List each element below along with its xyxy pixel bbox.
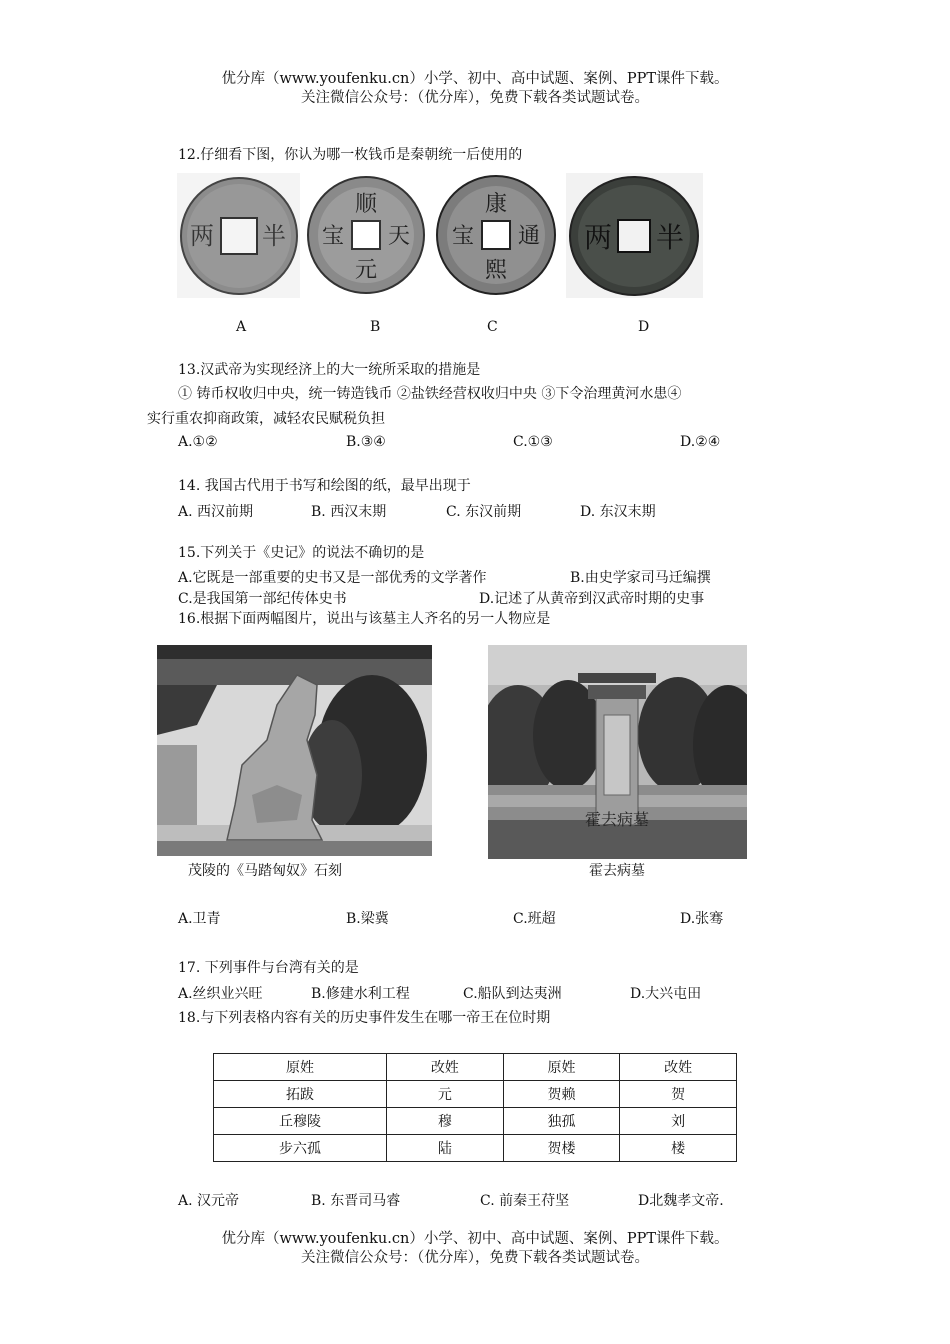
q13-option-c: C.①③ — [513, 434, 553, 450]
coin-image-d — [566, 173, 703, 298]
tomb-inscription: 霍去病墓 — [584, 810, 650, 829]
q18-option-b: B. 东晋司马睿 — [311, 1193, 401, 1209]
coin-d-char-right: 半 — [655, 221, 685, 254]
caption-tomb: 霍去病墓 — [589, 863, 645, 879]
table-cell: 刘 — [620, 1108, 737, 1135]
table-header-row — [214, 1054, 737, 1081]
q14-option-b: B. 西汉末期 — [311, 504, 387, 520]
q13-option-b: B.③④ — [346, 434, 386, 450]
table-cell: 丘穆陵 — [214, 1108, 387, 1135]
q13-line-2: 实行重农抑商政策，减轻农民赋税负担 — [147, 411, 385, 427]
coin-a-char-left: 两 — [190, 222, 214, 250]
q15-stem: 15.下列关于《史记》的说法不确切的是 — [178, 545, 425, 561]
q16-option-a: A.卫青 — [178, 911, 221, 927]
q16-option-c: C.班超 — [513, 911, 556, 927]
q13-line-1: ① 铸币权收归中央，统一铸造钱币 ②盐铁经营权收归中央 ③下令治理黄河水患④ — [178, 386, 682, 402]
table-cell: 贺楼 — [503, 1135, 620, 1162]
q13-option-d: D.②④ — [680, 434, 721, 450]
coin-c-char-left: 宝 — [451, 224, 475, 249]
table-cell: 拓跋 — [214, 1081, 387, 1108]
coin-b-char-top: 顺 — [354, 192, 378, 217]
table-cell: 楼 — [620, 1135, 737, 1162]
q17-option-a: A.丝织业兴旺 — [178, 986, 263, 1002]
q15-option-b: B.由史学家司马迁编撰 — [570, 570, 711, 586]
table-header-cell: 改姓 — [620, 1054, 737, 1081]
photo-tomb — [488, 645, 747, 859]
q18-stem: 18.与下列表格内容有关的历史事件发生在哪一帝王在位时期 — [178, 1010, 551, 1026]
q18-option-d: D北魏孝文帝. — [638, 1193, 724, 1209]
q13-option-a: A.①② — [178, 434, 218, 450]
q15-option-c: C.是我国第一部纪传体史书 — [178, 591, 347, 607]
coin-b-char-right: 天 — [387, 224, 411, 249]
q15-option-a: A.它既是一部重要的史书又是一部优秀的文学著作 — [178, 570, 487, 586]
coin-d-char-left: 两 — [583, 221, 613, 254]
q16-stem: 16.根据下面两幅图片，说出与该墓主人齐名的另一人物应是 — [178, 611, 551, 627]
table-cell: 穆 — [386, 1108, 503, 1135]
coin-a-char-right: 半 — [262, 222, 286, 250]
coin-c-char-right: 通 — [517, 224, 541, 249]
coin-label-c: C — [487, 319, 498, 335]
coin-image-c — [431, 173, 562, 298]
q14-stem: 14. 我国古代用于书写和绘图的纸，最早出现于 — [178, 478, 471, 494]
q17-option-b: B.修建水利工程 — [311, 986, 410, 1002]
footer-line-1: 优分库（www.youfenku.cn）小学、初中、高中试题、案例、PPT课件下载。 — [221, 1231, 729, 1247]
q14-option-a: A. 西汉前期 — [178, 504, 254, 520]
table-row — [214, 1108, 737, 1135]
q17-option-d: D.大兴屯田 — [630, 986, 702, 1002]
q13-stem: 13.汉武帝为实现经济上的大一统所采取的措施是 — [178, 362, 481, 378]
table-cell: 步六孤 — [214, 1135, 387, 1162]
q17-stem: 17. 下列事件与台湾有关的是 — [178, 960, 359, 976]
table-header-cell: 原姓 — [214, 1054, 387, 1081]
table-cell: 元 — [386, 1081, 503, 1108]
coin-image-b — [305, 173, 427, 298]
coin-b-char-left: 宝 — [321, 224, 345, 249]
q14-option-d: D. 东汉末期 — [580, 504, 656, 520]
header-line-1: 优分库（www.youfenku.cn）小学、初中、高中试题、案例、PPT课件下载。 — [221, 71, 729, 87]
table-cell: 贺 — [620, 1081, 737, 1108]
q12-stem: 12.仔细看下图，你认为哪一枚钱币是秦朝统一后使用的 — [178, 147, 523, 163]
q16-option-d: D.张骞 — [680, 911, 724, 927]
table-cell: 贺赖 — [503, 1081, 620, 1108]
coin-b-char-bottom: 元 — [354, 258, 378, 283]
q14-option-c: C. 东汉前期 — [446, 504, 522, 520]
table-row — [214, 1081, 737, 1108]
q16-option-b: B.梁冀 — [346, 911, 389, 927]
photo-horse-statue — [157, 645, 432, 856]
q18-option-a: A. 汉元帝 — [178, 1193, 240, 1209]
table-row — [214, 1135, 737, 1162]
q18-option-c: C. 前秦王苻坚 — [480, 1193, 570, 1209]
coin-label-d: D — [638, 319, 650, 335]
caption-horse-statue: 茂陵的《马踏匈奴》石刻 — [188, 863, 342, 879]
table-header-cell: 改姓 — [386, 1054, 503, 1081]
footer-line-2: 关注微信公众号：（优分库），免费下载各类试题试卷。 — [301, 1250, 649, 1266]
q17-option-c: C.船队到达夷洲 — [463, 986, 562, 1002]
surname-table — [213, 1053, 737, 1162]
coin-image-a — [177, 173, 300, 298]
coin-label-b: B — [370, 319, 381, 335]
coin-c-char-top: 康 — [484, 192, 508, 217]
table-header-cell: 原姓 — [503, 1054, 620, 1081]
q15-option-d: D.记述了从黄帝到汉武帝时期的史事 — [479, 591, 705, 607]
table-cell: 陆 — [386, 1135, 503, 1162]
coin-label-a: A — [236, 319, 247, 335]
header-line-2: 关注微信公众号：（优分库），免费下载各类试题试卷。 — [301, 90, 649, 106]
table-cell: 独孤 — [503, 1108, 620, 1135]
coin-c-char-bottom: 熙 — [484, 258, 508, 283]
